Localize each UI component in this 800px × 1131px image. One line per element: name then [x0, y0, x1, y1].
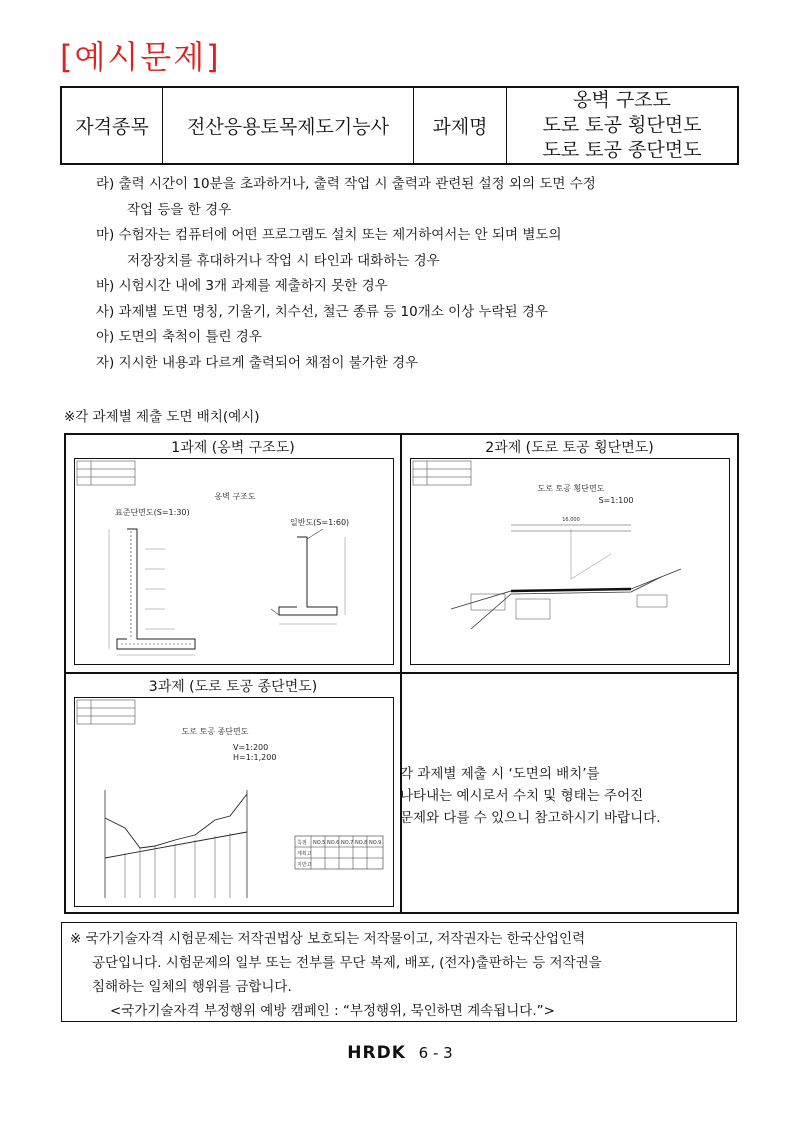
rule-line: 아) 도면의 축척이 틀린 경우: [96, 329, 262, 345]
note-line: 각 과제별 제출 시 ‘도면의 배치’를: [400, 766, 600, 782]
rule-line: 마) 수험자는 컴퓨터에 어떤 프로그램도 설치 또는 제거하여서는 안 되며 별도의: [96, 227, 562, 243]
hrdk-logo: HRDK: [347, 1043, 406, 1063]
drawing-scale: S=1:100: [598, 496, 634, 505]
note-line: 문제와 다를 수 있으니 참고하시기 바랍니다.: [400, 810, 661, 826]
info-table: [60, 86, 739, 165]
table-header: NO.9: [369, 840, 382, 846]
disqualification-rules: [96, 172, 756, 376]
layout-note: [400, 763, 736, 829]
page-title: [예시문제]: [60, 38, 221, 76]
panel-task3: [65, 673, 401, 913]
label-task: 과제명: [414, 87, 507, 164]
dimension-label: 16,000: [562, 517, 580, 523]
task-name: 도로 토공 횡단면도: [542, 114, 702, 136]
note-line: 나타내는 예시로서 수치 및 형태는 주어진: [400, 788, 644, 804]
page-footer: [0, 1043, 800, 1063]
table-header: NO.6: [327, 840, 340, 846]
copyright-line: ※ 국가기술자격 시험문제는 저작권법상 보호되는 저작물이고, 저작권자는 한국산업인력: [70, 931, 586, 947]
cross-section-drawing: [411, 459, 729, 664]
rule-line: 자) 지시한 내용과 다르게 출력되어 채점이 불가한 경우: [96, 354, 419, 371]
drawing-sheet-task1: [74, 458, 394, 665]
drawing-title: 도로 토공 횡단면도: [537, 484, 605, 493]
task-names: [507, 87, 739, 164]
scale-v: V=1:200: [233, 743, 269, 752]
copyright-line: <국가기술자격 부정행위 예방 캠페인 : “부정행위, 묵인하면 계속됩니다.”>: [110, 1003, 555, 1019]
layout-grid: [64, 433, 739, 914]
panel-caption: 1과제 (옹벽 구조도): [171, 440, 295, 456]
panel-caption: 3과제 (도로 토공 종단면도): [148, 679, 318, 695]
copyright-line: 공단입니다. 시험문제의 일부 또는 전부를 무단 복제, 배포, (전자)출판하는 등 저작권을: [92, 955, 602, 971]
table-header: 측점: [297, 840, 307, 846]
copyright-line: 침해하는 일체의 행위를 금합니다.: [92, 979, 292, 995]
drawing-title: 옹벽 구조도: [214, 492, 256, 501]
layout-title: ※각 과제별 제출 도면 배치(예시): [64, 409, 260, 425]
view-label: 표준단면도(S=1:30): [115, 508, 190, 517]
table-row-label: 계획고: [297, 851, 312, 857]
view-label: 일반도(S=1:60): [290, 518, 350, 527]
panel-task2: [401, 434, 738, 673]
rule-line: 사) 과제별 도면 명칭, 기울기, 치수선, 철근 종류 등 10개소 이상 누락된 경우: [96, 303, 548, 320]
longitudinal-section-drawing: [75, 698, 393, 906]
drawing-title: 도로 토공 종단면도: [181, 727, 249, 736]
panel-task1: [65, 434, 401, 673]
table-header: NO.7: [341, 840, 354, 846]
page-number: 6 - 3: [418, 1044, 453, 1062]
task-name: 도로 토공 종단면도: [542, 139, 702, 161]
retaining-wall-drawing: [75, 459, 393, 664]
qualification-value: 전산응용토목제도기능사: [163, 87, 414, 164]
panel-caption: 2과제 (도로 토공 횡단면도): [485, 440, 654, 456]
rule-line: 작업 등을 한 경우: [127, 201, 232, 218]
scale-h: H=1:1,200: [233, 753, 277, 762]
rule-line: 바) 시험시간 내에 3개 과제를 제출하지 못한 경우: [96, 278, 388, 294]
copyright-notice: [61, 922, 737, 1022]
task-name: 옹벽 구조도: [573, 89, 671, 111]
drawing-sheet-task2: [410, 458, 730, 665]
rule-line: 저장장치를 휴대하거나 작업 시 타인과 대화하는 경우: [127, 252, 440, 269]
table-row-label: 지반고: [297, 862, 312, 868]
drawing-sheet-task3: [74, 697, 394, 907]
station-table: [295, 836, 383, 869]
label-qualification: 자격종목: [61, 87, 163, 164]
rule-line: 라) 출력 시간이 10분을 초과하거나, 출력 작업 시 출력과 관련된 설정 외의 도면 수정: [96, 176, 596, 192]
table-header: NO.8: [355, 840, 368, 846]
table-header: NO.5: [313, 840, 326, 846]
